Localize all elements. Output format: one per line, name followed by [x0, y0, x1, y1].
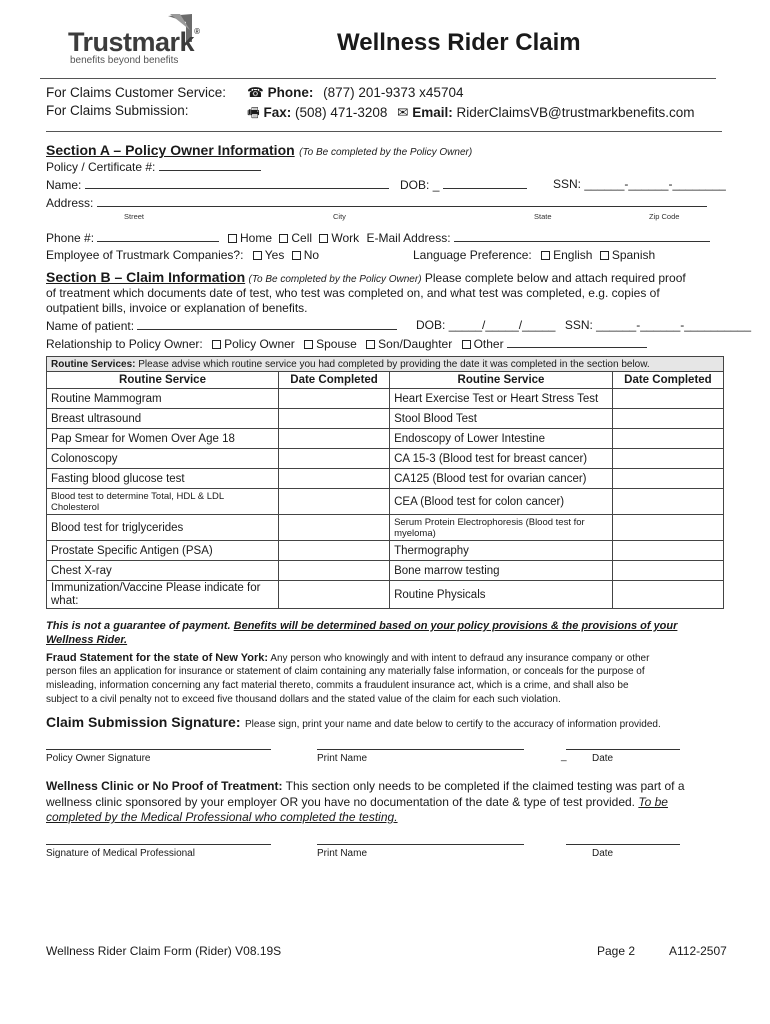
table-row: Colonoscopy CA 15-3 (Blood test for breast cancer): [47, 449, 724, 469]
date-cell[interactable]: [279, 541, 390, 561]
brand-name: Trustmark®: [68, 27, 200, 57]
table-row: Prostate Specific Antigen (PSA) Thermography: [47, 541, 724, 561]
table-row: Blood test for triglycerides Serum Protein Electrophoresis (Blood test for myeloma): [47, 515, 724, 541]
date-cell[interactable]: [279, 469, 390, 489]
date-cell[interactable]: [279, 429, 390, 449]
table-row: Chest X-ray Bone marrow testing: [47, 561, 724, 581]
date-cell[interactable]: [279, 489, 390, 515]
footer-code: A112-2507: [669, 944, 727, 958]
date-cell[interactable]: [279, 409, 390, 429]
phone-number: (877) 201-9373 x45704: [323, 85, 464, 100]
address-field[interactable]: [97, 195, 707, 207]
date-cell[interactable]: [612, 469, 723, 489]
patient-ssn-field[interactable]: ______-______-__________: [596, 318, 751, 332]
phone-field[interactable]: [97, 230, 219, 242]
table-row: Routine Mammogram Heart Exercise Test or Heart Stress Test: [47, 389, 724, 409]
medical-print-name-line[interactable]: [317, 844, 524, 845]
signature-heading: Claim Submission Signature: Please sign, print your name and date below to certify to the accuracy of information provided.: [46, 714, 661, 730]
date-cell[interactable]: [612, 429, 723, 449]
owner-ssn-field[interactable]: ______-______-________: [584, 177, 726, 191]
date-cell[interactable]: [612, 541, 723, 561]
table-row: Fasting blood glucose test CA125 (Blood test for ovarian cancer): [47, 469, 724, 489]
owner-name-field[interactable]: [85, 177, 389, 189]
date-cell[interactable]: [279, 561, 390, 581]
rel-spouse-checkbox[interactable]: [304, 340, 313, 349]
disclaimer: This is not a guarantee of payment. Benefits will be determined based on your policy provisions & the provisions of your: [46, 620, 678, 632]
english-checkbox[interactable]: [541, 251, 550, 260]
medical-signature-line[interactable]: [46, 844, 271, 845]
employee-no-checkbox[interactable]: [292, 251, 301, 260]
policy-number-field[interactable]: [159, 159, 261, 171]
rel-other-checkbox[interactable]: [462, 340, 471, 349]
date-cell[interactable]: [612, 581, 723, 609]
form-title: Wellness Rider Claim: [337, 29, 581, 56]
owner-date-line[interactable]: [566, 749, 680, 750]
patient-name-field[interactable]: [137, 318, 397, 330]
date-cell[interactable]: [279, 581, 390, 609]
medical-date-line[interactable]: [566, 844, 680, 845]
rel-child-checkbox[interactable]: [366, 340, 375, 349]
owner-print-name-line[interactable]: [317, 749, 524, 750]
footer-page: Page 2: [597, 944, 636, 958]
table-row: Pap Smear for Women Over Age 18 Endoscopy of Lower Intestine: [47, 429, 724, 449]
brand-tagline: benefits beyond benefits: [70, 55, 179, 66]
fax-number: (508) 471-3208: [295, 105, 388, 120]
date-cell[interactable]: [279, 389, 390, 409]
footer-form-id: Wellness Rider Claim Form (Rider) V08.19S: [46, 944, 282, 958]
table-row: Breast ultrasound Stool Blood Test: [47, 409, 724, 429]
date-cell[interactable]: [279, 449, 390, 469]
section-a-heading: Section A – Policy Owner Information (To Be completed by the Policy Owner): [46, 142, 473, 158]
home-checkbox[interactable]: [228, 234, 237, 243]
cell-checkbox[interactable]: [279, 234, 288, 243]
email-address: RiderClaimsVB@trustmarkbenefits.com: [456, 105, 695, 120]
email-icon: ✉: [397, 105, 409, 120]
employee-yes-checkbox[interactable]: [253, 251, 262, 260]
patient-dob-field[interactable]: _____/_____/_____: [448, 318, 556, 332]
table-row: Blood test to determine Total, HDL & LDL Cholesterol CEA (Blood test for colon cancer): [47, 489, 724, 515]
date-cell[interactable]: [279, 515, 390, 541]
date-cell[interactable]: [612, 409, 723, 429]
email-field[interactable]: [454, 230, 710, 242]
date-cell[interactable]: [612, 489, 723, 515]
contact-submission-row: For Claims Submission:: [46, 103, 189, 118]
spanish-checkbox[interactable]: [600, 251, 609, 260]
contact-service-row: For Claims Customer Service:: [46, 85, 227, 100]
date-cell[interactable]: [612, 389, 723, 409]
date-cell[interactable]: [612, 449, 723, 469]
fraud-statement: Fraud Statement for the state of New York: Any person who knowingly and with intent to defraud any insurance company or other: [46, 652, 650, 664]
date-cell[interactable]: [612, 515, 723, 541]
date-cell[interactable]: [612, 561, 723, 581]
fax-icon: 🖷: [247, 105, 260, 120]
table-row: Immunization/Vaccine Please indicate for what: Routine Physicals: [47, 581, 724, 609]
clinic-heading: Wellness Clinic or No Proof of Treatment: This section only needs to be completed if the claimed testing was part of a: [46, 779, 685, 793]
routine-services-table: Routine Services: Please advise which routine service you had completed by providing the date it was completed in the section below. Routine Service Date Completed Routine Service Date Completed Routine Mammogram Heart Exercise Test or Heart Stress Test Breast ultrasound Stool Blood Test Pap Smear for Women Over Age 18 Endoscopy of Lower Intestine Colonoscopy CA 15-3 (Blood test for breast cancer) Fasting blood glucose test CA125 (Blood test for ovarian cancer) Blood test to determine Total, HDL & LDL Cholesterol CEA (Blood test for colon cancer) Blood test for triglycerides Serum Protein Electrophoresis (Blood test for myeloma) Prostate Specific Antigen (PSA) Thermography Chest X-ray Bone marrow testing Immunization/Vaccine Please indicate for what: Routine Physicals: [46, 356, 724, 609]
section-b-heading: Section B – Claim Information (To Be completed by the Policy Owner) Please complete below and attach required proof: [46, 269, 686, 285]
phone-icon: ☎: [247, 85, 264, 100]
rel-other-field[interactable]: [507, 336, 647, 348]
owner-signature-line[interactable]: [46, 749, 271, 750]
rel-owner-checkbox[interactable]: [212, 340, 221, 349]
work-checkbox[interactable]: [319, 234, 328, 243]
owner-dob-field[interactable]: [443, 177, 527, 189]
